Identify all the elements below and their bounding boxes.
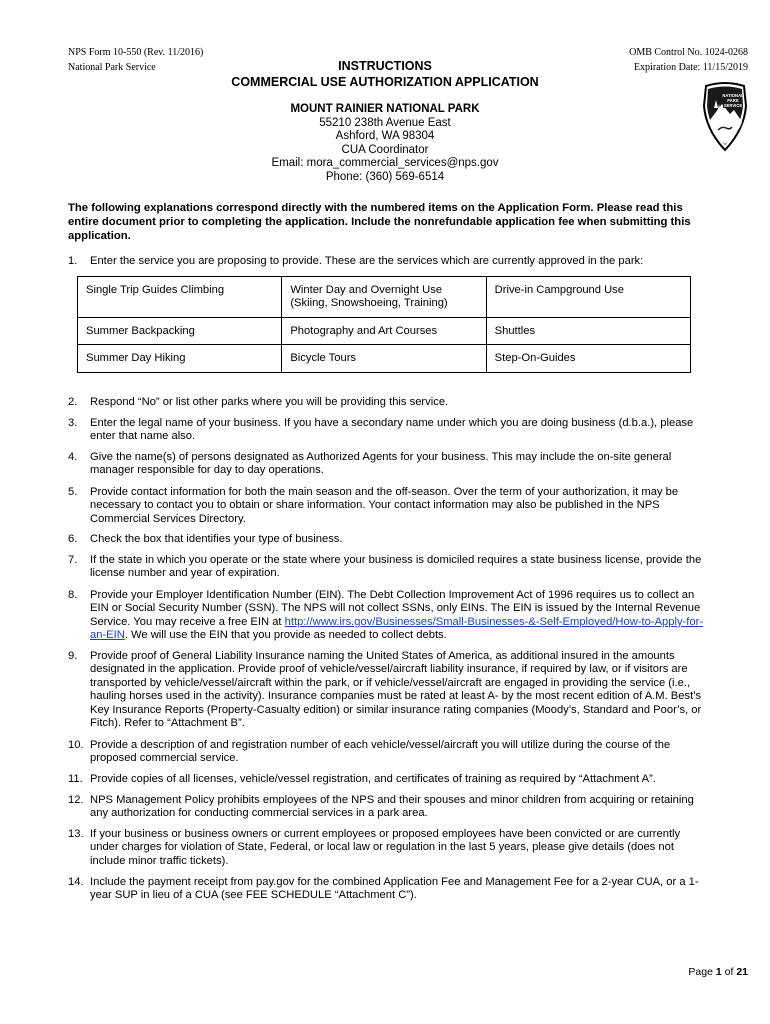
omb-control: OMB Control No. 1024-0268 [629,47,748,58]
item-text: If your business or business owners or current employees or proposed employees have been convicted or are currently under charges for violation of State, Federal, or local law or regulation in the last 5 years, please give details (does not include minor traffic tickets). [90,828,681,867]
instruction-item-14 [68,876,708,903]
item-text: Give the name(s) of persons designated as Authorized Agents for your business. This may include the on-site general manager responsible for day to day operations. [90,451,672,477]
page-number [688,966,748,978]
item-text: Enter the legal name of your business. If you have a secondary name under which you are doing business (d.b.a.), please enter that name also. [90,417,694,443]
title-line-2: COMMERCIAL USE AUTHORIZATION APPLICATION [231,75,539,89]
instruction-item-12 [68,794,708,821]
item-text [90,589,708,643]
instruction-item-8 [68,589,708,643]
agency-name: National Park Service [68,61,156,73]
item-number: 6. [68,533,78,545]
total-pages: 21 [736,966,748,978]
item-number: 2. [68,396,78,408]
logo-text-national: NATIONAL [722,93,744,98]
item-number: 8. [68,589,78,601]
instruction-item-4 [68,451,708,478]
instruction-item-13 [68,828,708,868]
instruction-item-10 [68,739,708,766]
instruction-item-6 [68,533,708,546]
table-cell: Single Trip Guides Climbing [78,277,282,318]
instruction-item-2 [68,396,708,409]
park-name: MOUNT RAINIER NATIONAL PARK [290,103,480,115]
title-line-1: INSTRUCTIONS [338,59,432,73]
address-line-1: 55210 238th Avenue East [319,116,451,129]
item-8-text-before: Provide your Employer Identification Number (EIN). The Debt Collection Improvement Act of 1996 requires us to collect an EIN or Social Security Number (SSN). The NPS will not collect SSNs, only EINs. The EIN is issued by the Internal Revenue Service. You may receive a free EIN at [90,589,701,628]
logo-text-service: SERVICE [723,103,743,108]
table-cell: Shuttles [486,318,690,345]
item-text: Provide proof of General Liability Insurance naming the United States of America, as additional insured in the amounts designated in the application. Provide proof of vehicle/vessel/aircraft liability insurance, if required by law, or if visitors are transported by vehicle/vessel/aircraft within the park, or if vehicle/vessel/aircraft are engaged in providing the service (i.e., hauling horses used in the activity). Insurance companies must be rated at least A- by the most recent edition of A.M. Best’s Key Insurance Reports (Property-Casualty edition) or similar insurance rating companies (Moody’s, Standard and Poor’s, or Fitch). Refer to “Attachment B”. [90,650,702,730]
item-text: Include the payment receipt from pay.gov for the combined Application Fee and Management Fee for a 2-year CUA, or a 1-year SUP in lieu of a CUA (see FEE SCHEDULE “Attachment C”). [90,876,699,902]
item-number: 3. [68,417,78,429]
expiration-date: Expiration Date: 11/15/2019 [633,61,748,73]
item-text: Provide copies of all licenses, vehicle/vessel registration, and certificates of training as required by “Attachment A”. [90,773,656,785]
item-number: 11. [68,773,83,785]
item-text: NPS Management Policy prohibits employees of the NPS and their spouses and minor children from acquiring or retaining any authorization for conducting commercial services in a park area. [90,794,694,820]
intro-paragraph: The following explanations correspond directly with the numbered items on the Application Form. Please read this entire document prior to completing the application. Include the nonrefundable application fee when submitting this application. [68,202,691,242]
instruction-item-1 [68,255,708,268]
table-row [78,318,691,345]
coordinator-role: CUA Coordinator [341,143,429,156]
page-label: Page [688,966,713,978]
item-text: Provide contact information for both the main season and the off-season. Over the term of your authorization, it may be necessary to contact you to obtain or share information. Your contact information may also be published in the NPS Commercial Services Directory. [90,486,679,525]
current-page: 1 [715,966,722,978]
table-cell: Bicycle Tours [282,345,486,372]
form-number: NPS Form 10-550 (Rev. 11/2016) [68,47,204,58]
item-number: 12. [68,794,84,806]
instruction-item-9 [68,650,708,730]
item-8-text-after: . We will use the EIN that you provide as needed to collect debts. [124,629,447,642]
item-number: 1. [68,255,78,267]
item-text: Enter the service you are proposing to provide. These are the services which are currently approved in the park: [90,255,644,267]
item-number: 4. [68,451,78,463]
instruction-item-3 [68,417,708,444]
table-cell: Drive-in Campground Use [486,277,690,318]
item-text: Check the box that identifies your type of business. [90,533,343,545]
item-number: 9. [68,650,78,662]
services-table [77,276,691,373]
item-number: 10. [68,739,84,751]
park-contact-block [0,103,770,184]
table-cell: Winter Day and Overnight Use (Skiing, Snowshoeing, Training) [282,277,486,318]
contact-email: Email: mora_commercial_services@nps.gov [271,157,499,169]
irs-ein-link[interactable]: http://www.irs.gov/Businesses/Small-Businesses-&-Self-Employed/How-to-Apply-for-an-EIN [90,615,704,642]
table-row [78,277,691,318]
item-text: Respond “No” or list other parks where you will be providing this service. [90,396,449,408]
item-number: 7. [68,554,78,566]
address-line-2: Ashford, WA 98304 [335,130,435,142]
page-of: of [724,966,734,978]
table-cell: Step-On-Guides [486,345,690,372]
instruction-item-5 [68,486,708,526]
instruction-item-11 [68,773,708,786]
item-number: 5. [68,486,78,498]
table-cell: Photography and Art Courses [282,318,486,345]
item-number: 14. [68,876,84,888]
item-number: 13. [68,828,84,840]
table-cell: Summer Day Hiking [78,345,282,372]
item-text: If the state in which you operate or the state where your business is domiciled requires a state business license, provide the license number and year of expiration. [90,554,702,580]
logo-text-park: PARK [727,98,739,103]
table-cell: Summer Backpacking [78,318,282,345]
document-title [0,58,770,90]
item-text: Provide a description of and registration number of each vehicle/vessel/aircraft you will utilize during the course of the proposed commercial service. [90,739,671,765]
table-row [78,345,691,372]
instruction-item-7 [68,554,708,581]
contact-phone: Phone: (360) 569-6514 [325,170,445,183]
